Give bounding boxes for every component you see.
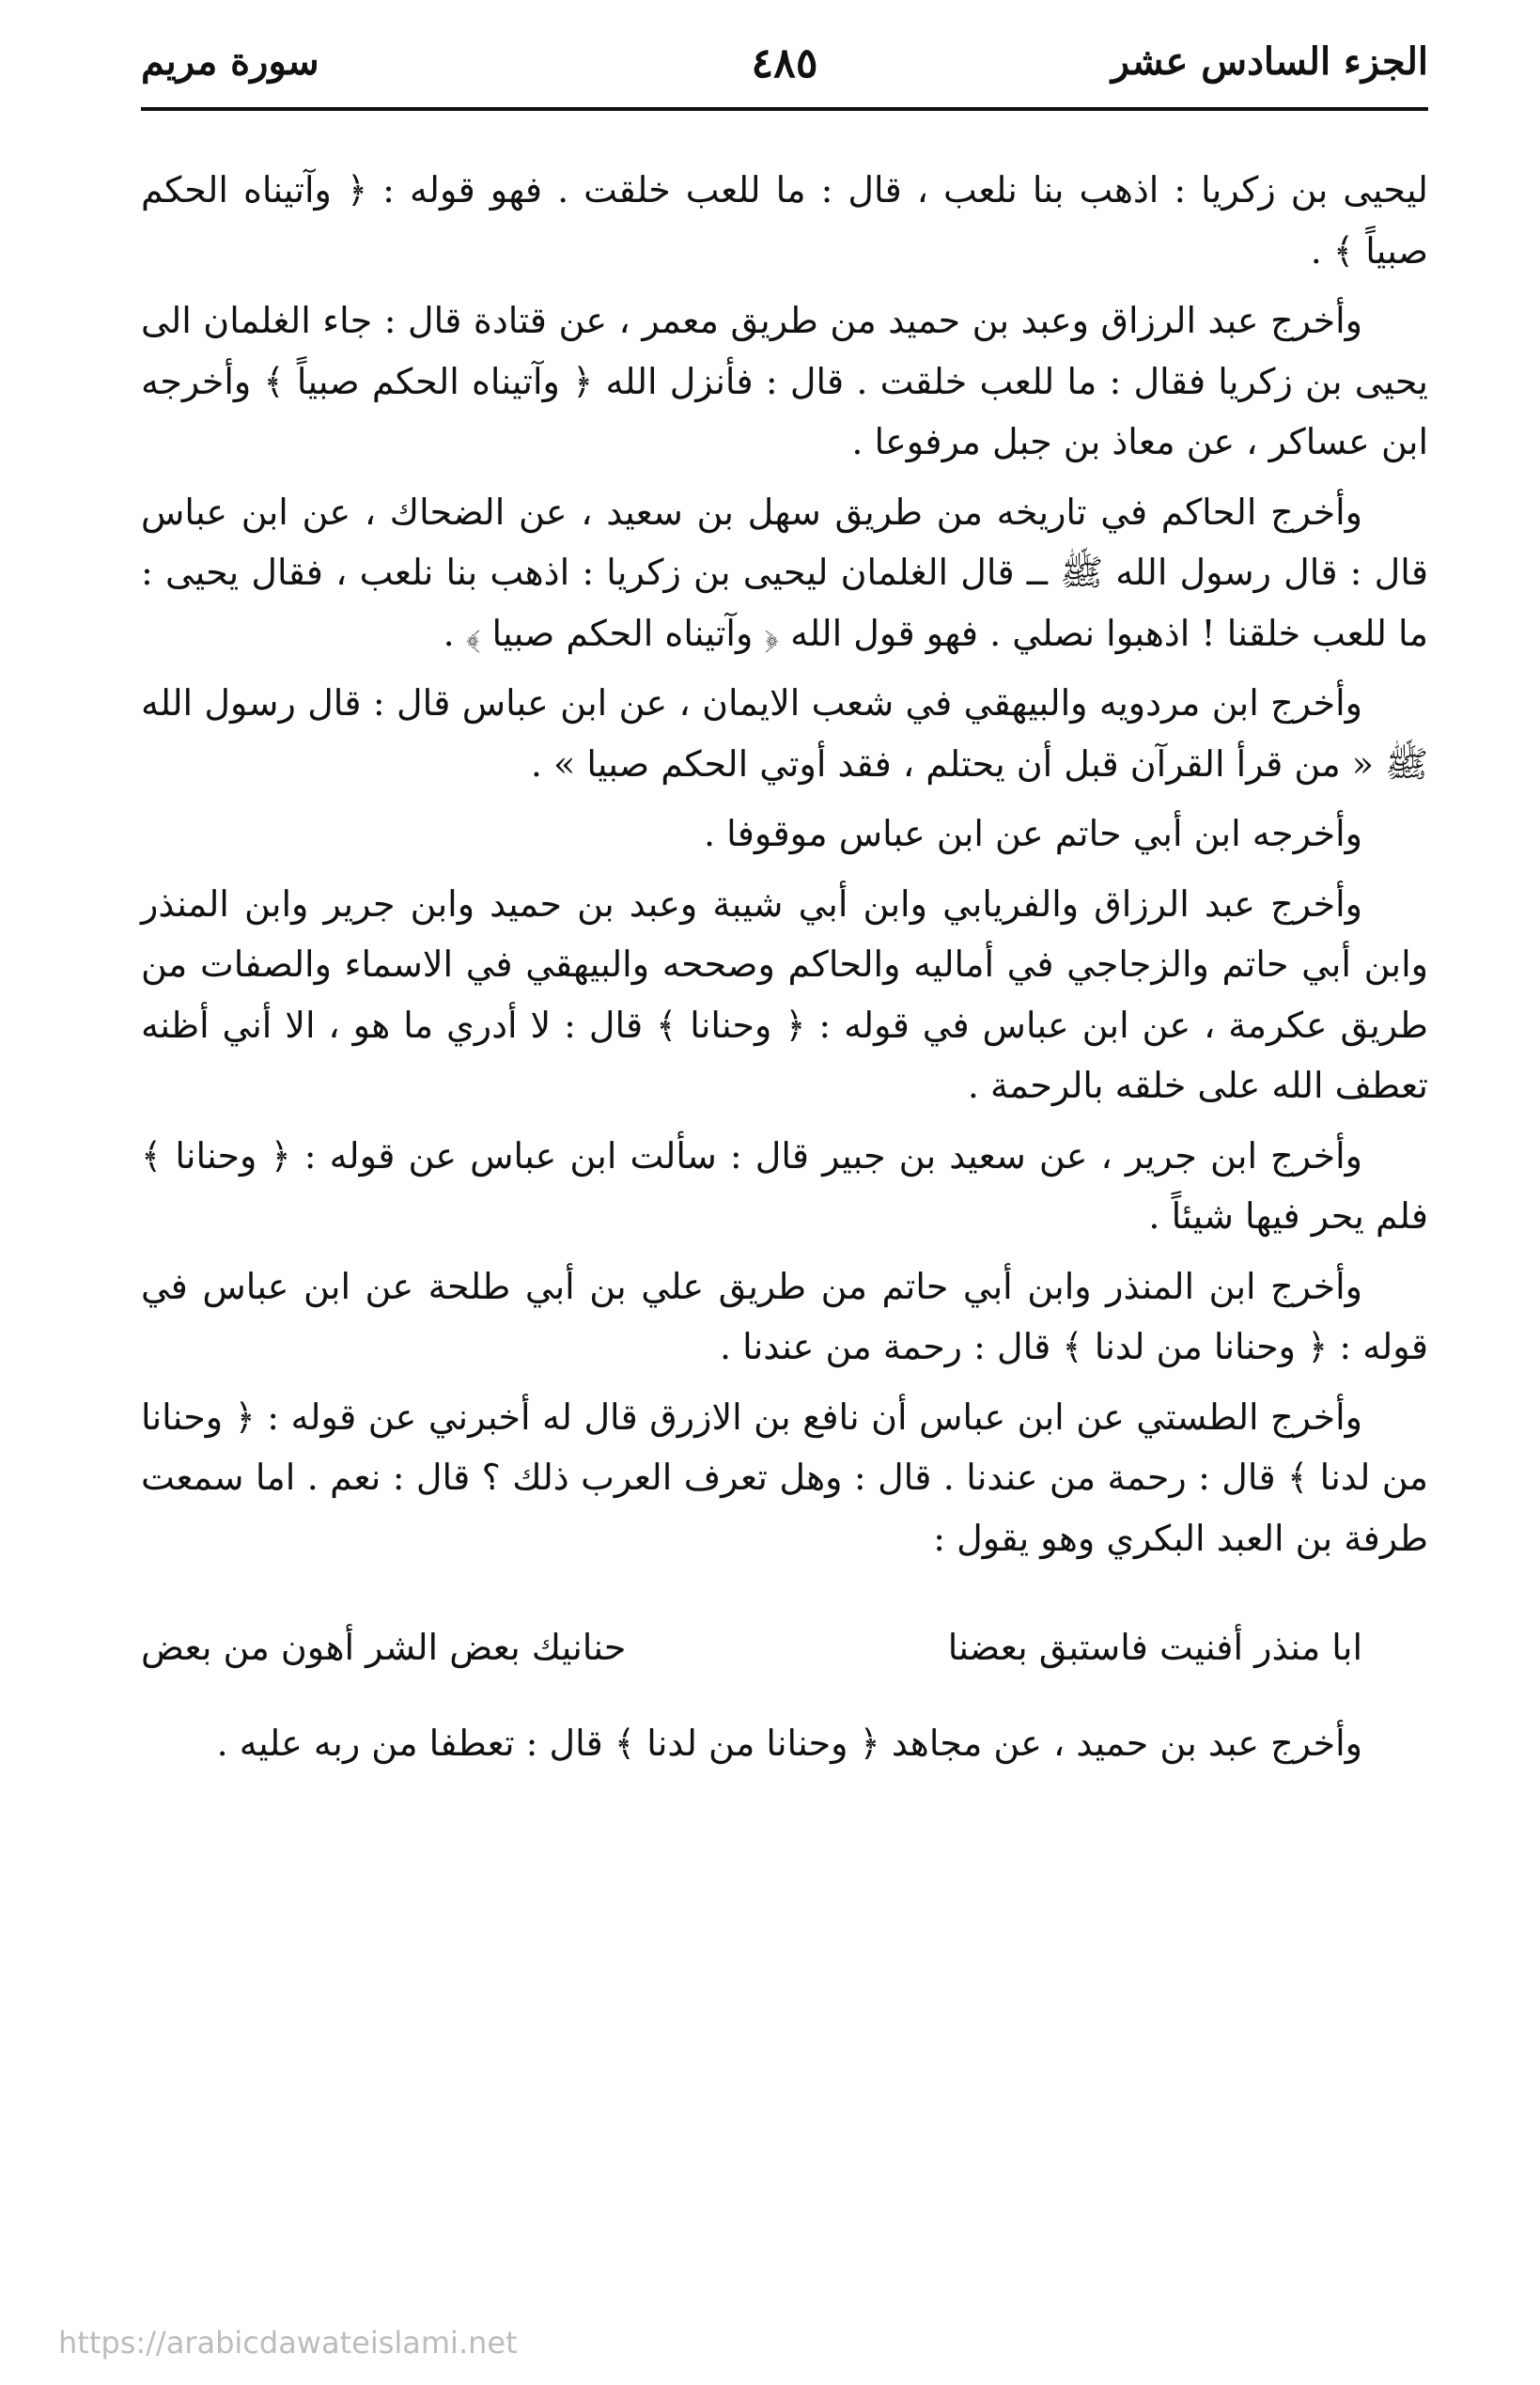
- paragraph-5: وأخرجه ابن أبي حاتم عن ابن عباس موقوفا .: [703, 813, 1362, 854]
- paragraph-6: وأخرج عبد الرزاق والفريابي وابن أبي شيبة وعبد بن حميد وابن جرير وابن المنذر وابن أبي حاتم والزجاجي في أماليه والحاكم وصححه والبيهقي في الاسماء والصفات من طريق عكرمة ، عن ابن عباس في قوله : ﴿ وحنانا ﴾ قال : لا أدري ما هو ، الا أني أظنه تعطف الله على خلقه بالرحمة .: [141, 882, 1428, 1106]
- juz-title: الجزء السادس عشر: [1111, 39, 1428, 84]
- poem-verse: [141, 1600, 1428, 1694]
- closing-paragraph: وأخرج عبد بن حميد ، عن مجاهد ﴿ وحنانا من لدنا ﴾ قال : تعطفا من ربه عليه .: [216, 1722, 1362, 1764]
- paragraph-4: وأخرج ابن مردويه والبيهقي في شعب الايمان ، عن ابن عباس قال : قال رسول الله ﷺ « من قرأ القرآن قبل أن يحتلم ، فقد أوتي الحكم صبيا » .: [141, 682, 1428, 785]
- paragraph-7: وأخرج ابن جرير ، عن سعيد بن جبير قال : سألت ابن عباس عن قوله : ﴿ وحنانا ﴾ فلم يحر فيها شيئاً .: [141, 1134, 1428, 1237]
- page-header: [141, 28, 1428, 103]
- page-body: [141, 160, 1428, 1784]
- paragraph-9: وأخرج الطستي عن ابن عباس أن نافع بن الازرق قال له أخبرني عن قوله : ﴿ وحنانا من لدنا ﴾ قال : رحمة من عندنا . قال : وهل تعرف العرب ذلك ؟ قال : نعم . اما سمعت طرفة بن العبد البكري وهو يقول :: [141, 1395, 1428, 1559]
- paragraph-2: وأخرج عبد الرزاق وعبد بن حميد من طريق معمر ، عن قتادة قال : جاء الغلمان الى يحيى بن زكريا فقال : ما للعب خلقت . قال : فأنزل الله ﴿ وآتيناه الحكم صبياً ﴾ وأخرجه ابن عساكر ، عن معاذ بن جبل مرفوعا .: [141, 300, 1428, 462]
- paragraph-1: ليحيى بن زكريا : اذهب بنا نلعب ، قال : ما للعب خلقت . فهو قوله : ﴿ وآتيناه الحكم صبياً ﴾ .: [141, 169, 1428, 272]
- paragraph-3: وأخرج الحاكم في تاريخه من طريق سهل بن سعيد ، عن الضحاك ، عن ابن عباس قال : قال رسول الله ﷺ ــ قال الغلمان ليحيى بن زكريا : اذهب بنا نلعب ، فقال يحيى : ما للعب خلقنا ! اذهبوا نصلي . فهو قول الله ﴿ وآتيناه الحكم صبيا ﴾ .: [141, 491, 1428, 654]
- paragraph-8: وأخرج ابن المنذر وابن أبي حاتم من طريق علي بن أبي طلحة عن ابن عباس في قوله : ﴿ وحنانا من لدنا ﴾ قال : رحمة من عندنا .: [141, 1265, 1428, 1367]
- source-watermark: https://arabicdawateislami.net: [58, 2325, 518, 2361]
- poem-first-hemistich: ابا منذر أفنيت فاستبق بعضنا: [947, 1627, 1362, 1668]
- header-divider: [141, 107, 1428, 111]
- surah-title: سورة مريم: [141, 39, 319, 84]
- poem-second-hemistich: حنانيك بعض الشر أهون من بعض: [141, 1627, 627, 1668]
- page-number: ٤٨٥: [751, 39, 818, 87]
